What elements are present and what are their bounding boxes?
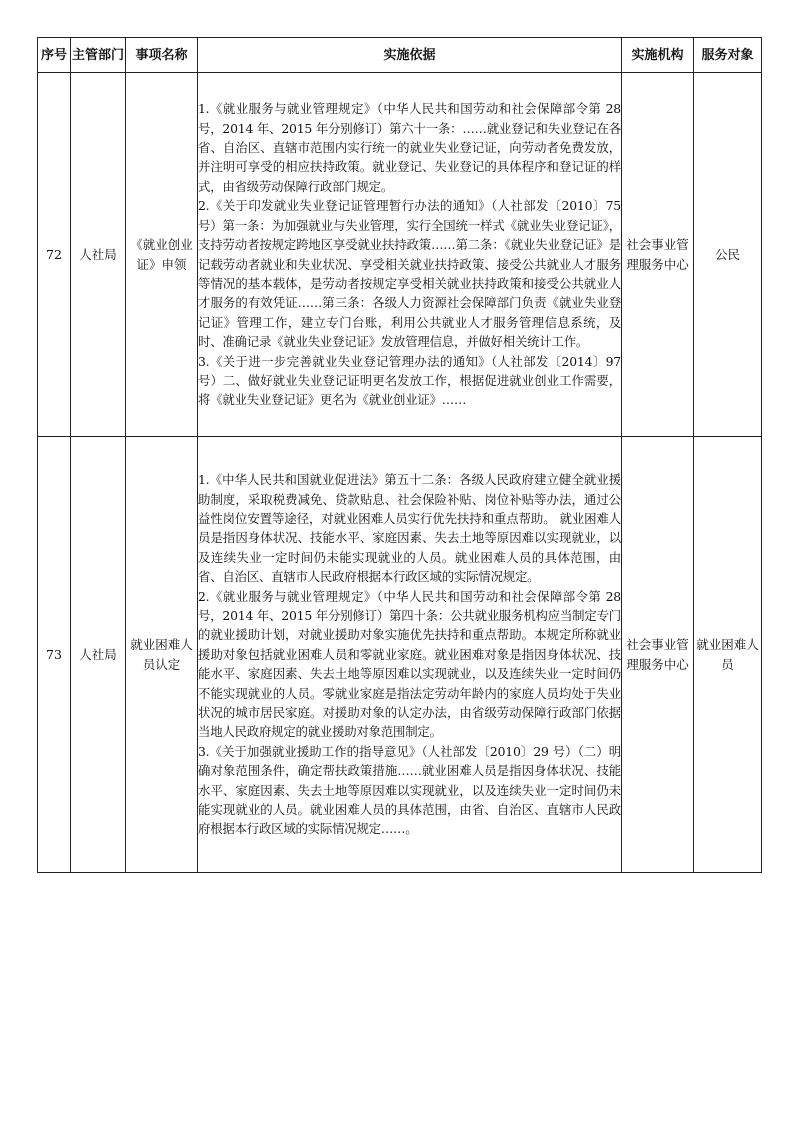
basis-paragraph: 3.《关于加强就业援助工作的指导意见》（人社部发〔2010〕29 号）（二）明确对象范围条件，确定帮扶政策措施……就业困难人员是指因身体状况、技能水平、家庭因素、失去土地等原因难以实现就业，以及连续失业一定时间仍未能实现就业的人员。就业困难人员的具体范围，由省、自治区、直辖市人民政府根据本行政区域的实际情况规定……。 (198, 743, 621, 837)
header-item: 事项名称 (126, 38, 198, 73)
row-item: 《就业创业证》申领 (126, 73, 198, 437)
table-row (38, 73, 762, 437)
basis-paragraph: 1.《就业服务与就业管理规定》（中华人民共和国劳动和社会保障部令第 28 号，2014 年、2015 年分别修订）第六十一条：……就业登记和失业登记在各省、自治区、直辖市范围内实行统一的就业失业登记证，向劳动者免费发放，并注明可享受的相应扶持政策。就业登记、失业登记的具体程序和登记证的样式，由省级劳动保障行政部门规定。 (198, 101, 621, 194)
header-agency: 实施机构 (622, 38, 694, 73)
table-header-row (38, 38, 762, 73)
row-seq: 73 (38, 437, 71, 873)
row-target: 就业困难人员 (694, 437, 762, 873)
row-agency: 社会事业管理服务中心 (622, 437, 694, 873)
header-dept: 主管部门 (71, 38, 126, 73)
basis-paragraph: 2.《就业服务与就业管理规定》（中华人民共和国劳动和社会保障部令第 28 号，2014 年、2015 年分别修订）第四十条：公共就业服务机构应当制定专门的就业援助计划，对就业援助对象实施优先扶持和重点帮助。本规定所称就业援助对象包括就业困难人员和零就业家庭。就业困难对象是指因身体状况、技能水平、家庭因素、失去土地等原因难以实现就业，以及连续失业一定时间仍不能实现就业的人员。零就业家庭是指法定劳动年龄内的家庭人员均处于失业状况的城市居民家庭。对援助对象的认定办法，由省级劳动保障行政部门依据当地人民政府规定的就业援助对象范围制定。 (198, 588, 621, 740)
table-row (38, 437, 762, 873)
row-target: 公民 (694, 73, 762, 437)
row-dept: 人社局 (71, 73, 126, 437)
row-dept: 人社局 (71, 437, 126, 873)
row-seq: 72 (38, 73, 71, 437)
basis-paragraph: 1.《中华人民共和国就业促进法》第五十二条：各级人民政府建立健全就业援助制度，采取税费减免、贷款贴息、社会保险补贴、岗位补贴等办法，通过公益性岗位安置等途径，对就业困难人员实行优先扶持和重点帮助。 就业困难人员是指因身体状况、技能水平、家庭因素、失去土地等原因难以实现就业，以及连续失业一定时间仍未能实现就业的人员。就业困难人员的具体范围，由省、自治区、直辖市人民政府根据本行政区域的实际情况规定。 (198, 472, 621, 585)
row-item: 就业困难人员认定 (126, 437, 198, 873)
row-agency: 社会事业管理服务中心 (622, 73, 694, 437)
row-basis (198, 73, 622, 437)
header-target: 服务对象 (694, 38, 762, 73)
row-basis (198, 437, 622, 873)
service-items-table (37, 37, 762, 873)
basis-paragraph: 3.《关于进一步完善就业失业登记管理办法的通知》（人社部发〔2014〕97 号）二、做好就业失业登记证明更名发放工作，根据促进就业创业工作需要，将《就业失业登记证》更名为《就业创业证》…… (198, 353, 621, 408)
basis-paragraph: 2.《关于印发就业失业登记证管理暂行办法的通知》（人社部发〔2010〕75 号）第一条：为加强就业与失业管理，实行全国统一样式《就业失业登记证》，支持劳动者按规定跨地区享受就业扶持政策……第二条：《就业失业登记证》是记载劳动者就业和失业状况、享受相关就业扶持政策、接受公共就业人才服务等情况的基本载体，是劳动者按规定享受相关就业扶持政策和接受公共就业人才服务的有效凭证……第三条：各级人力资源社会保障部门负责《就业失业登记证》管理工作，建立专门台账，利用公共就业人才服务管理信息系统，及时、准确记录《就业失业登记证》发放管理信息，并做好相关统计工作。 (198, 198, 621, 350)
header-seq: 序号 (38, 38, 71, 73)
header-basis: 实施依据 (198, 38, 622, 73)
